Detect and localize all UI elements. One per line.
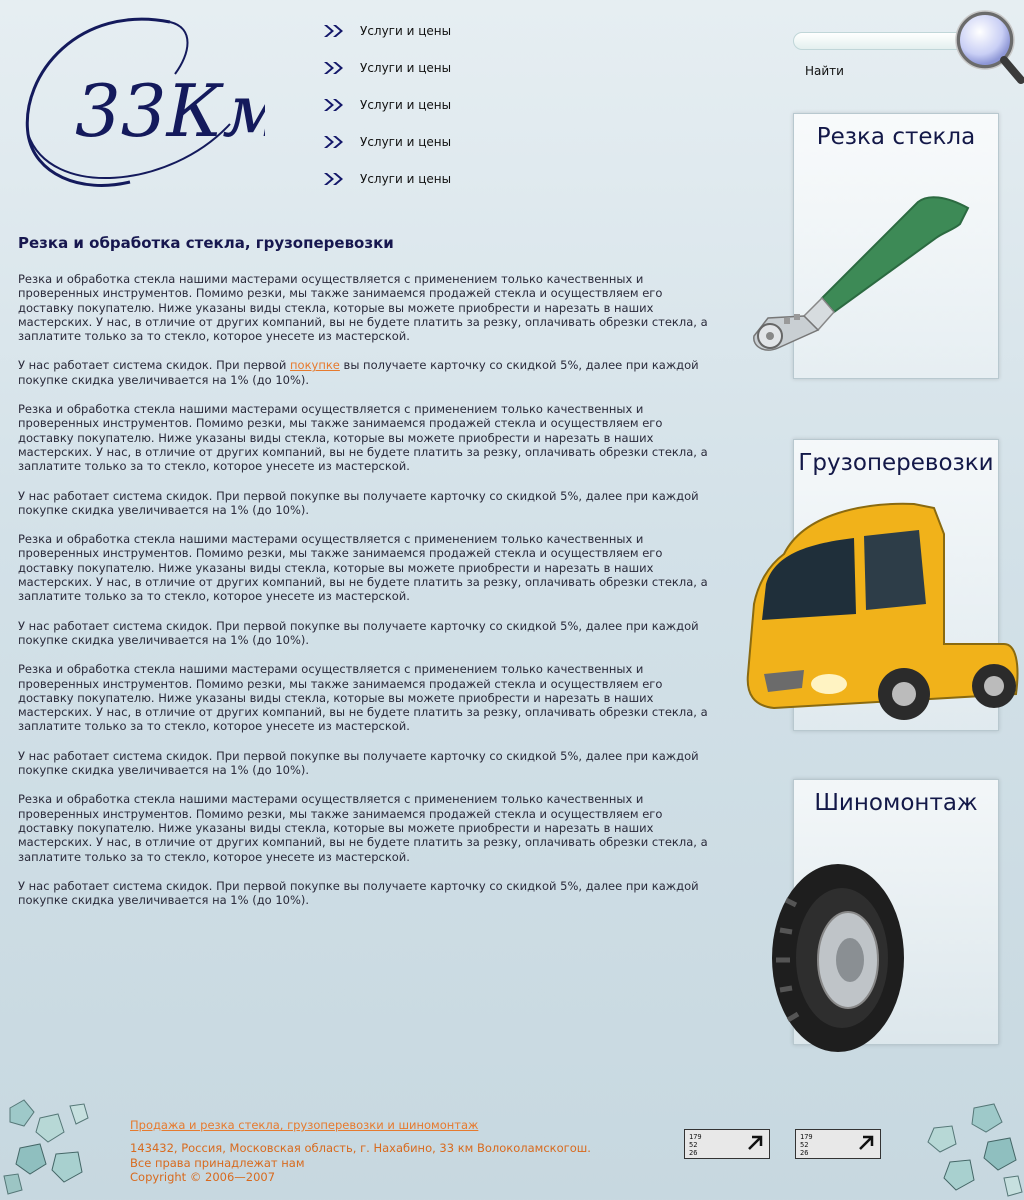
crystals-decoration-icon [914, 1098, 1024, 1200]
paragraph: У нас работает система скидок. При первой покупке вы получаете карточку со скидкой 5%, далее при каждой покупке скидка увеличивается на 1% (до 10%). [18, 748, 699, 778]
nav-item-label: Услуги и цены [360, 134, 452, 149]
paragraph: Резка и обработка стекла нашими мастерами осуществляется с применением только качественных и проверенных инструментов. Помимо резки, мы также занимаемся продажей стекла и осуществляем его доставку покупателю. Ниже указаны виды стекла, которые вы можете приобрести и нарезать в наших мастерских. У нас, в отличие от других компаний, вы не будете платить за резку, оплачивать обрезки стекла, а заплатите только за то стекло, которое унесете из мастерской. [18, 272, 708, 344]
address-line: 143432, Россия, Московская область, г. Нахабино, 33 км Волоколамскогош. [130, 1141, 591, 1155]
arrow-up-right-icon [745, 1133, 765, 1153]
counter-value: 179 [800, 1133, 813, 1141]
truck-icon [744, 494, 1022, 734]
magnifier-icon [953, 8, 1024, 86]
double-chevron-icon [322, 60, 346, 76]
paragraph: У нас работает система скидок. При первой покупке вы получаете карточку со скидкой 5%, далее при каждой покупке скидка увеличивается на 1% (до 10%). [18, 358, 699, 387]
counter-badge-2[interactable] [795, 1129, 881, 1159]
nav-item-3[interactable] [322, 86, 542, 123]
nav-item-4[interactable] [322, 123, 542, 160]
counter-value: 179 [689, 1133, 702, 1141]
nav-item-5[interactable] [322, 160, 542, 197]
paragraph: У нас работает система скидок. При первой покупке вы получаете карточку со скидкой 5%, далее при каждой покупке скидка увеличивается на 1% (до 10%). [18, 878, 699, 908]
counter-badge-1[interactable] [684, 1129, 770, 1159]
nav-item-label: Услуги и цены [360, 23, 452, 38]
double-chevron-icon [322, 97, 346, 113]
crystals-decoration-icon [0, 1088, 110, 1200]
site-logo[interactable] [20, 14, 265, 204]
logo-text: 33Км [75, 69, 265, 153]
search-box [793, 12, 1024, 92]
counter-value: 52 [689, 1141, 698, 1149]
paragraph: Резка и обработка стекла нашими мастерами осуществляется с применением только качественных и проверенных инструментов. Помимо резки, мы также занимаемся продажей стекла и осуществляем его доставку покупателю. Ниже указаны виды стекла, которые вы можете приобрести и нарезать в наших мастерских. У нас, в отличие от других компаний, вы не будете платить за резку, оплачивать обрезки стекла, а заплатите только за то стекло, которое унесете из мастерской. [18, 402, 708, 474]
paragraph: У нас работает система скидок. При первой покупке вы получаете карточку со скидкой 5%, далее при каждой покупке скидка увеличивается на 1% (до 10%). [18, 488, 699, 517]
paragraph: Резка и обработка стекла нашими мастерами осуществляется с применением только качественных и проверенных инструментов. Помимо резки, мы также занимаемся продажей стекла и осуществляем его доставку покупателю. Ниже указаны виды стекла, которые вы можете приобрести и нарезать в наших мастерских. У нас, в отличие от других компаний, вы не будете платить за резку, оплачивать обрезки стекла, а заплатите только за то стекло, которое унесете из мастерской. [18, 662, 708, 734]
purchase-link[interactable]: покупке [290, 358, 340, 373]
tire-icon [766, 860, 906, 1056]
footer-address [130, 1141, 591, 1185]
nav-item-label: Услуги и цены [360, 60, 452, 75]
footer-link[interactable]: Продажа и резка стекла, грузоперевозки и шиномонтаж [130, 1118, 479, 1132]
counter-value: 26 [689, 1149, 698, 1157]
counter-value: 26 [800, 1149, 809, 1157]
double-chevron-icon [322, 23, 346, 39]
paragraph: Резка и обработка стекла нашими мастерами осуществляется с применением только качественных и проверенных инструментов. Помимо резки, мы также занимаемся продажей стекла и осуществляем его доставку покупателю. Ниже указаны виды стекла, которые вы можете приобрести и нарезать в наших мастерских. У нас, в отличие от других компаний, вы не будете платить за резку, оплачивать обрезки стекла, а заплатите только за то стекло, которое унесете из мастерской. [18, 792, 708, 864]
card-title: Резка стекла [816, 124, 976, 150]
main-nav [322, 12, 542, 197]
double-chevron-icon [322, 171, 346, 187]
nav-item-2[interactable] [322, 49, 542, 86]
nav-item-label: Услуги и цены [360, 97, 452, 112]
page-title: Резка и обработка стекла, грузоперевозки [18, 234, 394, 252]
arrow-up-right-icon [856, 1133, 876, 1153]
main-content [18, 234, 718, 922]
nav-item-1[interactable] [322, 12, 542, 49]
glass-cutter-icon [748, 190, 974, 360]
rights-line: Все права принадлежат нам [130, 1155, 305, 1170]
card-title: Грузоперевозки [798, 450, 994, 476]
paragraph: Резка и обработка стекла нашими мастерами осуществляется с применением только качественных и проверенных инструментов. Помимо резки, мы также занимаемся продажей стекла и осуществляем его доставку покупателю. Ниже указаны виды стекла, которые вы можете приобрести и нарезать в наших мастерских. У нас, в отличие от других компаний, вы не будете платить за резку, оплачивать обрезки стекла, а заплатите только за то стекло, которое унесете из мастерской. [18, 532, 708, 604]
search-button[interactable]: Найти [805, 64, 844, 78]
counter-value: 52 [800, 1141, 809, 1149]
nav-item-label: Услуги и цены [360, 171, 452, 186]
double-chevron-icon [322, 134, 346, 150]
paragraph: У нас работает система скидок. При первой покупке вы получаете карточку со скидкой 5%, далее при каждой покупке скидка увеличивается на 1% (до 10%). [18, 618, 699, 647]
card-title: Шиномонтаж [814, 790, 978, 816]
copyright-line: Copyright © 2006—2007 [130, 1170, 276, 1184]
